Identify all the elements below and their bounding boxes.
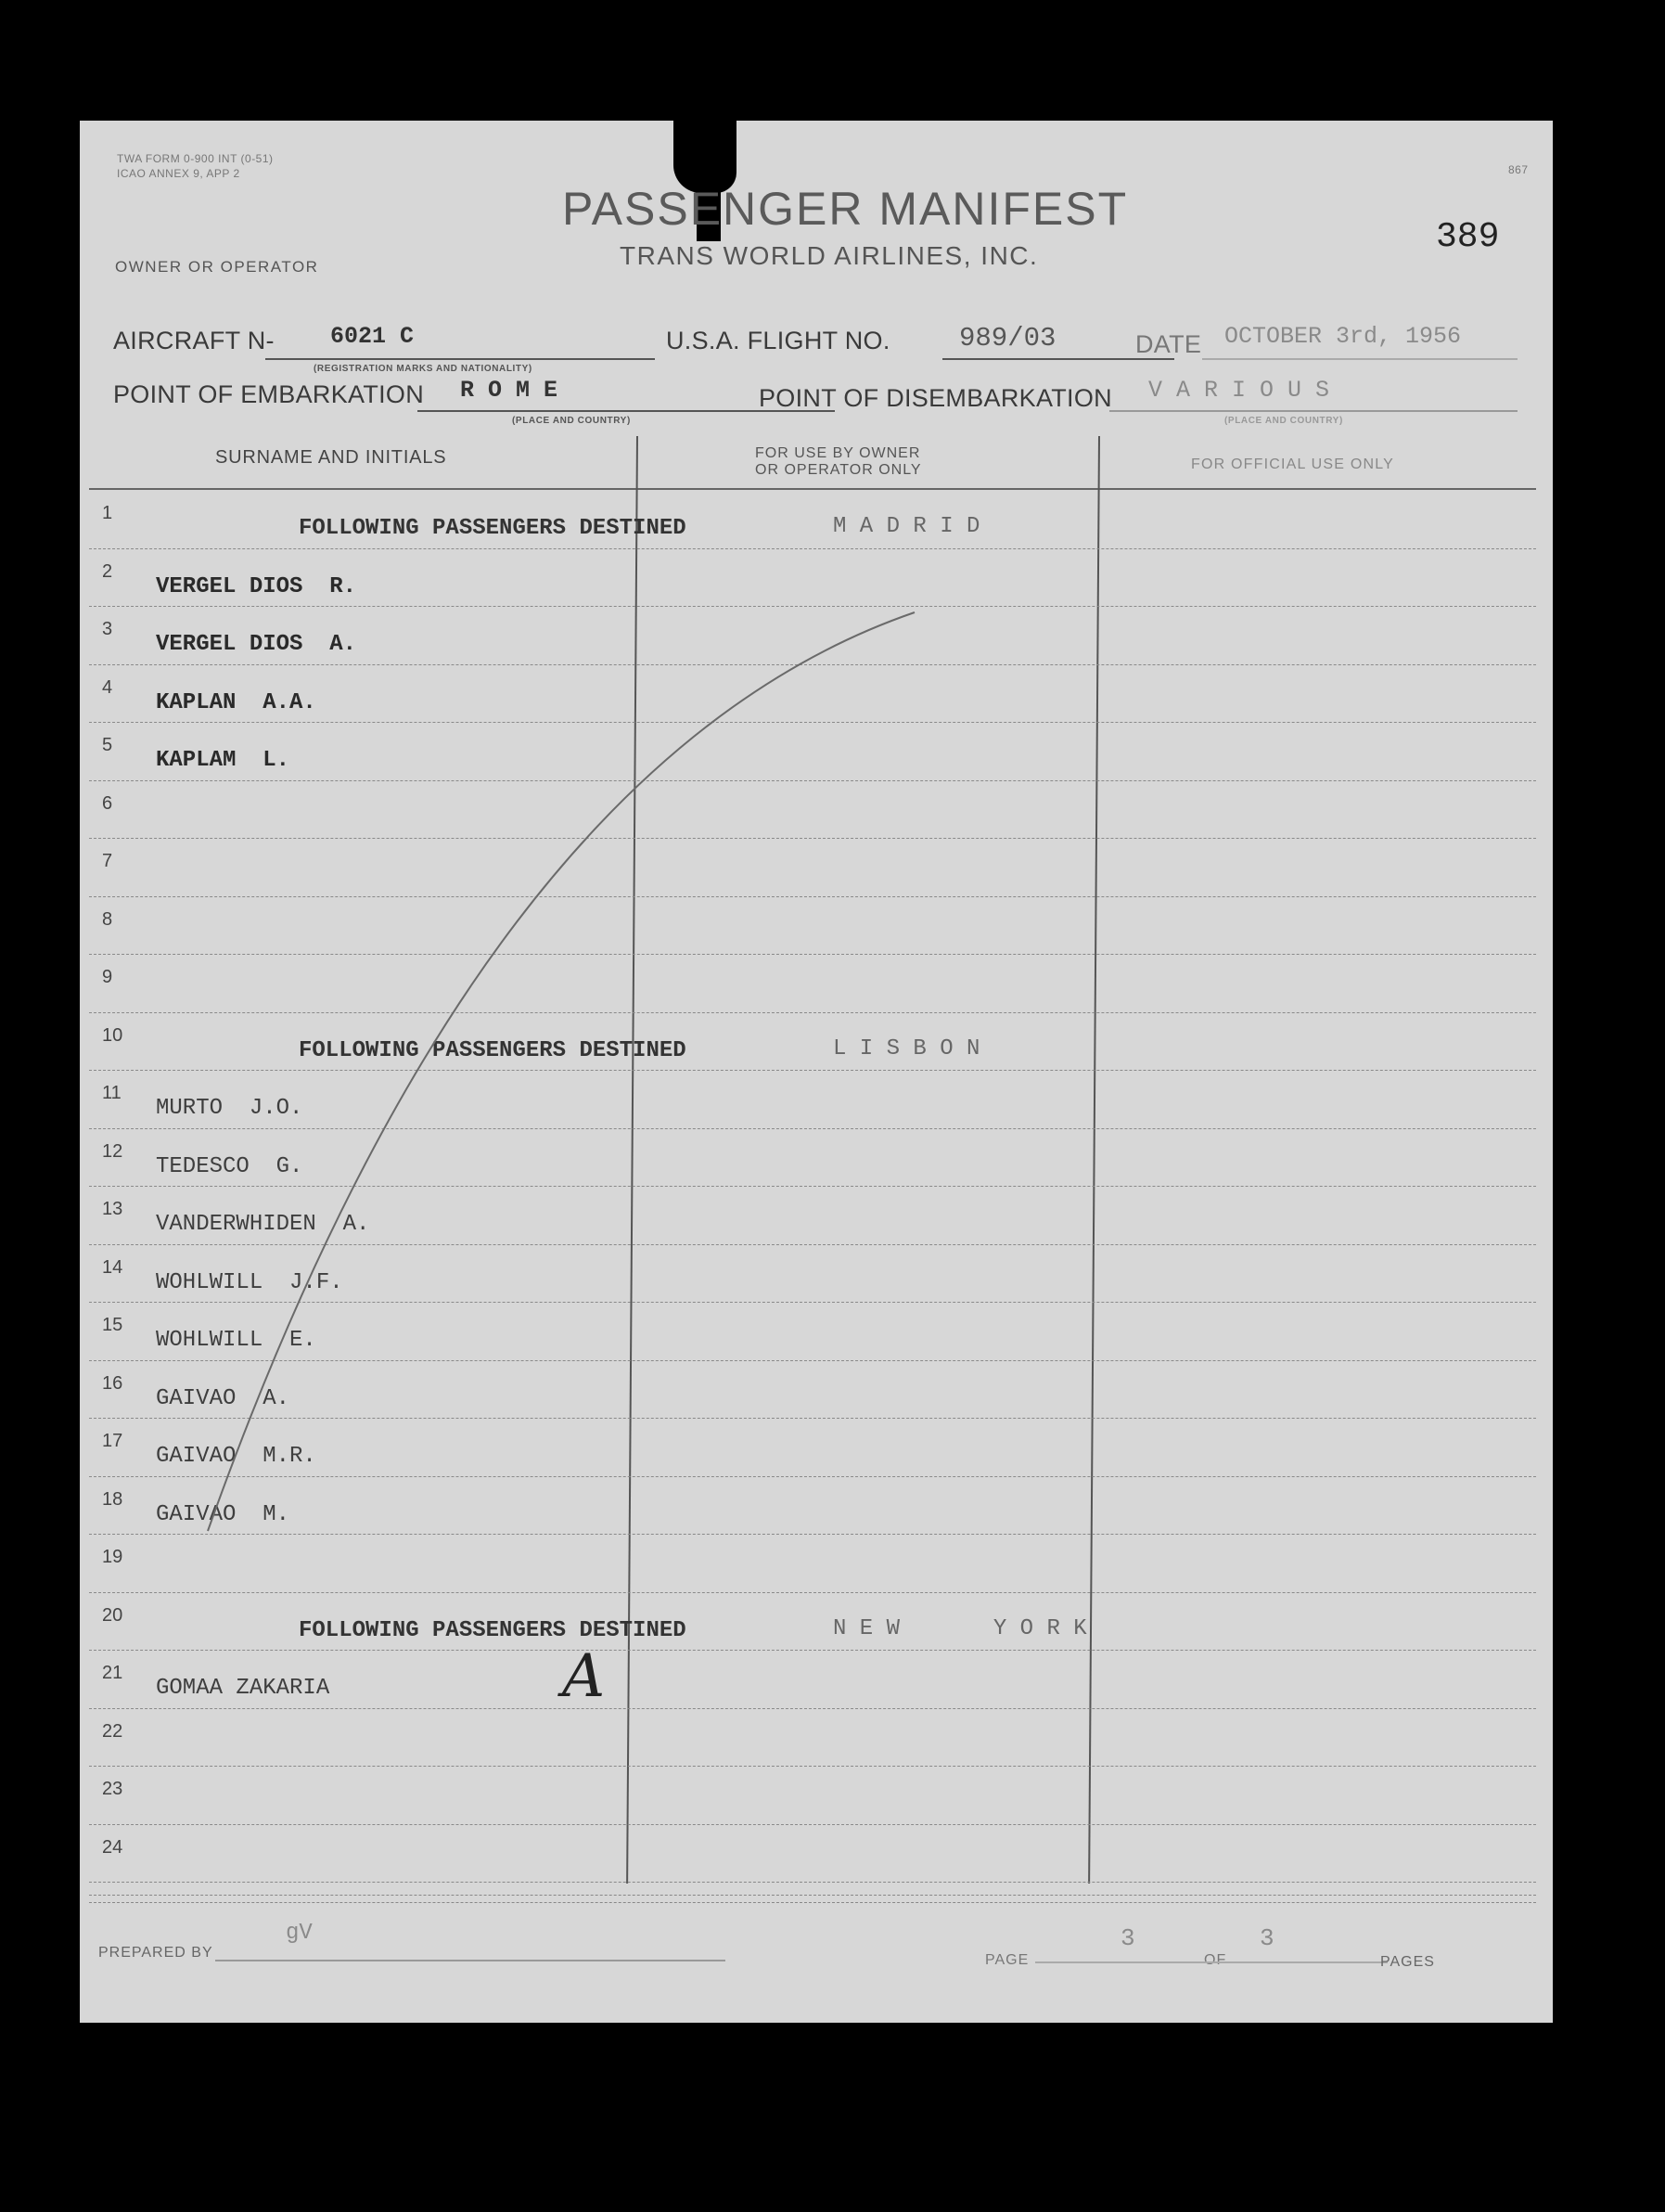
flight-label: U.S.A. FLIGHT NO. (666, 327, 890, 354)
prepared-by-label: PREPARED BY (98, 1945, 213, 1961)
row-number: 24 (102, 1836, 123, 1858)
destination-value: L I S B O N (833, 1035, 980, 1061)
handwritten-initial: A (562, 1642, 606, 1711)
passenger-name: GOMAA ZAKARIA (156, 1676, 330, 1701)
row-number: 13 (102, 1199, 123, 1219)
flight-value: 989/03 (959, 323, 1057, 354)
date-value: OCTOBER 3rd, 1956 (1224, 323, 1462, 350)
form-title: PASSENGER MANIFEST (562, 183, 1129, 235)
row-number: 9 (102, 967, 113, 987)
col-header-surname: SURNAME AND INITIALS (215, 447, 447, 468)
place-caption-2: (PLACE AND COUNTRY) (1224, 416, 1343, 426)
row-number: 12 (102, 1140, 123, 1162)
footer-rule-1 (89, 1895, 1536, 1896)
row-number: 22 (102, 1720, 123, 1742)
date-label: DATE (1135, 330, 1202, 358)
place-caption: (PLACE AND COUNTRY) (512, 416, 631, 426)
passenger-name: WOHLWILL J.F. (156, 1269, 343, 1295)
passenger-name: MURTO J.O. (156, 1096, 303, 1121)
sheet-number: 389 (1436, 217, 1500, 257)
passenger-name: VERGEL DIOS A. (156, 632, 357, 657)
destination-value: M A D R I D (833, 514, 980, 539)
icao-reference: ICAO ANNEX 9, APP 2 (117, 167, 240, 180)
corner-mark: 867 (1508, 163, 1529, 176)
prepared-by-value: gV (286, 1921, 313, 1946)
destination-value: N E W Y O R K (833, 1615, 1087, 1641)
col-header-official-use: FOR OFFICIAL USE ONLY (1191, 457, 1395, 472)
passenger-name: TEDESCO G. (156, 1153, 303, 1179)
row-number: 15 (102, 1315, 123, 1335)
row-number: 4 (102, 676, 113, 698)
operator-name: TRANS WORLD AIRLINES, INC. (620, 241, 1039, 270)
row-number: 10 (102, 1024, 123, 1046)
row-number: 16 (102, 1372, 123, 1394)
row-number: 6 (102, 792, 113, 814)
row-number: 2 (102, 560, 113, 582)
destination-group-heading: FOLLOWING PASSENGERS DESTINED (299, 1617, 686, 1643)
passenger-name: GAIVAO A. (156, 1385, 290, 1411)
embarkation-value: R O M E (460, 377, 558, 404)
disembarkation-label: POINT OF DISEMBARKATION (759, 384, 1112, 412)
pencil-curve-mark (80, 121, 1553, 2023)
row-number: 7 (102, 851, 113, 871)
passenger-name: KAPLAM L. (156, 748, 290, 773)
of-label: OF (1204, 1952, 1227, 1968)
page-value: 3 (1121, 1924, 1135, 1952)
manifest-sheet (80, 121, 1553, 2023)
destination-group-heading: FOLLOWING PASSENGERS DESTINED (299, 1037, 686, 1063)
passenger-name: KAPLAN A.A. (156, 689, 316, 715)
embarkation-label: POINT OF EMBARKATION (113, 380, 425, 408)
aircraft-label: AIRCRAFT N- (113, 327, 275, 354)
of-value: 3 (1260, 1924, 1274, 1952)
row-number: 19 (102, 1547, 123, 1567)
passenger-name: VERGEL DIOS R. (156, 573, 357, 599)
row-number: 11 (102, 1083, 122, 1103)
passenger-name: VANDERWHIDEN A. (156, 1212, 370, 1237)
row-number: 1 (102, 503, 113, 523)
row-number: 20 (102, 1604, 123, 1626)
page-label: PAGE (985, 1952, 1030, 1968)
row-number: 8 (102, 908, 113, 930)
form-number: TWA FORM 0-900 INT (0-51) (117, 152, 274, 165)
row-number: 3 (102, 619, 113, 639)
row-number: 17 (102, 1431, 123, 1451)
row-number: 14 (102, 1256, 123, 1278)
page-underline (1035, 1961, 1388, 1963)
destination-group-heading: FOLLOWING PASSENGERS DESTINED (299, 516, 686, 541)
pages-label: PAGES (1380, 1954, 1435, 1970)
row-number: 5 (102, 735, 113, 755)
aircraft-value: 6021 C (330, 323, 415, 350)
registration-caption: (REGISTRATION MARKS AND NATIONALITY) (314, 364, 532, 374)
passenger-name: GAIVAO M.R. (156, 1444, 316, 1469)
prepared-by-underline (215, 1960, 725, 1961)
row-number: 23 (102, 1779, 123, 1799)
col-header-owner-use-1: FOR USE BY OWNER (755, 445, 921, 461)
owner-operator-label: OWNER OR OPERATOR (115, 258, 319, 276)
disembarkation-value: V A R I O U S (1148, 377, 1330, 404)
row-number: 21 (102, 1663, 123, 1683)
row-number: 18 (102, 1488, 123, 1510)
passenger-name: GAIVAO M. (156, 1501, 290, 1527)
footer-rule-2 (89, 1902, 1536, 1903)
passenger-name: WOHLWILL E. (156, 1328, 316, 1353)
col-header-owner-use-2: OR OPERATOR ONLY (755, 462, 922, 478)
